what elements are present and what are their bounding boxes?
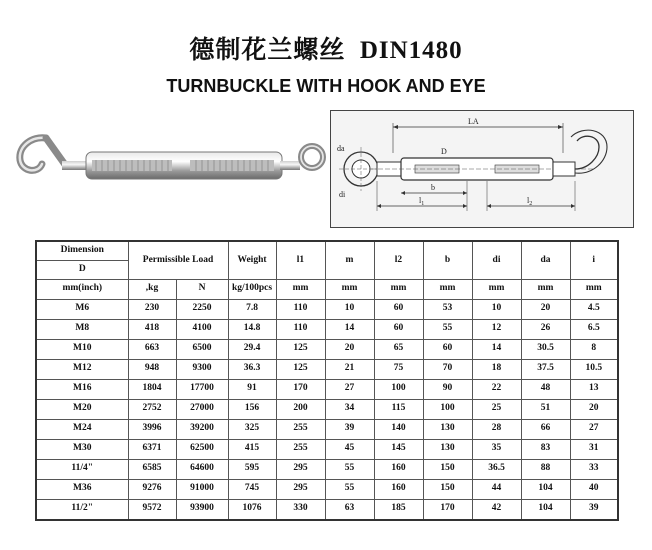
cell-da: 48 (521, 379, 570, 399)
cell-size: M24 (36, 419, 128, 439)
cell-da: 20 (521, 299, 570, 319)
cell-l1: 255 (276, 439, 325, 459)
header-col-da: da (521, 241, 570, 279)
cell-b: 55 (423, 319, 472, 339)
cell-di: 12 (472, 319, 521, 339)
cell-m: 45 (325, 439, 374, 459)
cell-kg: 3996 (128, 419, 176, 439)
cell-l2: 145 (374, 439, 423, 459)
cell-kg: 6585 (128, 459, 176, 479)
cell-da: 30.5 (521, 339, 570, 359)
header-kg: ,kg (128, 279, 176, 299)
cell-i: 33 (570, 459, 618, 479)
cell-size: M10 (36, 339, 128, 359)
table-row (36, 479, 618, 499)
header-col-di: di (472, 241, 521, 279)
cell-b: 60 (423, 339, 472, 359)
cell-i: 31 (570, 439, 618, 459)
unit-i: mm (570, 279, 618, 299)
cell-i: 6.5 (570, 319, 618, 339)
cell-n: 2250 (176, 299, 228, 319)
cell-l1: 170 (276, 379, 325, 399)
cell-m: 14 (325, 319, 374, 339)
header-d: D (36, 260, 128, 279)
unit-l2: mm (374, 279, 423, 299)
cell-l2: 75 (374, 359, 423, 379)
cell-b: 170 (423, 499, 472, 520)
header-mm-inch: mm(inch) (36, 279, 128, 299)
cell-weight: 29.4 (228, 339, 276, 359)
cell-n: 93900 (176, 499, 228, 520)
cell-l1: 125 (276, 339, 325, 359)
cell-kg: 230 (128, 299, 176, 319)
cell-l1: 110 (276, 299, 325, 319)
cell-da: 37.5 (521, 359, 570, 379)
cell-n: 62500 (176, 439, 228, 459)
cell-l1: 295 (276, 479, 325, 499)
cell-n: 17700 (176, 379, 228, 399)
turnbuckle-photo (12, 130, 330, 200)
table-row (36, 359, 618, 379)
cell-l1: 330 (276, 499, 325, 520)
header-permissible-load: Permissible Load (128, 241, 228, 279)
table-row (36, 419, 618, 439)
cell-l1: 295 (276, 459, 325, 479)
label-da: da (337, 144, 345, 153)
unit-di: mm (472, 279, 521, 299)
cell-m: 34 (325, 399, 374, 419)
cell-di: 25 (472, 399, 521, 419)
label-b: b (431, 183, 435, 192)
cell-i: 40 (570, 479, 618, 499)
table-body (36, 299, 618, 520)
cell-di: 14 (472, 339, 521, 359)
cell-b: 100 (423, 399, 472, 419)
cell-weight: 91 (228, 379, 276, 399)
cell-l1: 200 (276, 399, 325, 419)
cell-di: 35 (472, 439, 521, 459)
label-di: di (339, 190, 346, 199)
cell-da: 26 (521, 319, 570, 339)
cell-l2: 100 (374, 379, 423, 399)
cell-i: 13 (570, 379, 618, 399)
cell-size: 11/2" (36, 499, 128, 520)
header-weight: Weight (228, 241, 276, 279)
cell-m: 55 (325, 459, 374, 479)
cell-size: M8 (36, 319, 128, 339)
technical-drawing (330, 110, 634, 228)
cell-l2: 160 (374, 479, 423, 499)
cell-da: 88 (521, 459, 570, 479)
cell-kg: 948 (128, 359, 176, 379)
cell-weight: 36.3 (228, 359, 276, 379)
cell-l1: 255 (276, 419, 325, 439)
cell-da: 51 (521, 399, 570, 419)
title-code: DIN1480 (359, 37, 463, 64)
table-row (36, 399, 618, 419)
cell-kg: 9572 (128, 499, 176, 520)
cell-b: 150 (423, 459, 472, 479)
page-subtitle: TURNBUCKLE WITH HOOK AND EYE (166, 76, 486, 96)
cell-i: 8 (570, 339, 618, 359)
cell-m: 39 (325, 419, 374, 439)
table-row (36, 459, 618, 479)
cell-i: 27 (570, 419, 618, 439)
cell-l2: 140 (374, 419, 423, 439)
cell-di: 10 (472, 299, 521, 319)
cell-di: 44 (472, 479, 521, 499)
cell-i: 20 (570, 399, 618, 419)
header-n: N (176, 279, 228, 299)
header-col-l2: l2 (374, 241, 423, 279)
cell-da: 104 (521, 479, 570, 499)
cell-l2: 185 (374, 499, 423, 520)
cell-n: 91000 (176, 479, 228, 499)
cell-kg: 1804 (128, 379, 176, 399)
cell-di: 18 (472, 359, 521, 379)
table-row (36, 379, 618, 399)
cell-m: 10 (325, 299, 374, 319)
header-col-l1: l1 (276, 241, 325, 279)
cell-size: 11/4" (36, 459, 128, 479)
cell-kg: 6371 (128, 439, 176, 459)
cell-b: 130 (423, 439, 472, 459)
header-col-b: b (423, 241, 472, 279)
cell-size: M6 (36, 299, 128, 319)
cell-di: 36.5 (472, 459, 521, 479)
cell-weight: 14.8 (228, 319, 276, 339)
cell-b: 70 (423, 359, 472, 379)
cell-n: 6500 (176, 339, 228, 359)
cell-size: M12 (36, 359, 128, 379)
cell-b: 53 (423, 299, 472, 319)
table-row (36, 299, 618, 319)
table-row (36, 319, 618, 339)
cell-di: 22 (472, 379, 521, 399)
cell-l2: 65 (374, 339, 423, 359)
label-l2: $l_2$ (527, 196, 533, 207)
cell-b: 150 (423, 479, 472, 499)
cell-l2: 60 (374, 319, 423, 339)
cell-n: 27000 (176, 399, 228, 419)
cell-di: 42 (472, 499, 521, 520)
cell-l2: 60 (374, 299, 423, 319)
table-row (36, 339, 618, 359)
cell-m: 27 (325, 379, 374, 399)
header-col-m: m (325, 241, 374, 279)
table-row (36, 439, 618, 459)
header-weight-unit: kg/100pcs (228, 279, 276, 299)
label-d: D (441, 147, 447, 156)
unit-b: mm (423, 279, 472, 299)
cell-kg: 418 (128, 319, 176, 339)
cell-i: 4.5 (570, 299, 618, 319)
unit-m: mm (325, 279, 374, 299)
table-row (36, 499, 618, 520)
cell-weight: 7.8 (228, 299, 276, 319)
cell-n: 39200 (176, 419, 228, 439)
cell-b: 90 (423, 379, 472, 399)
cell-m: 63 (325, 499, 374, 520)
header-col-i: i (570, 241, 618, 279)
label-la: LA (468, 117, 479, 126)
cell-size: M16 (36, 379, 128, 399)
cell-weight: 745 (228, 479, 276, 499)
cell-kg: 9276 (128, 479, 176, 499)
label-l1: $l_1$ (419, 196, 425, 207)
cell-di: 28 (472, 419, 521, 439)
cell-m: 55 (325, 479, 374, 499)
cell-b: 130 (423, 419, 472, 439)
spec-table (35, 240, 619, 521)
cell-l2: 160 (374, 459, 423, 479)
cell-weight: 156 (228, 399, 276, 419)
cell-weight: 595 (228, 459, 276, 479)
unit-l1: mm (276, 279, 325, 299)
cell-l2: 115 (374, 399, 423, 419)
cell-n: 9300 (176, 359, 228, 379)
title-chinese: 德制花兰螺丝 (189, 37, 346, 64)
dimension-diagram (331, 111, 633, 227)
cell-weight: 415 (228, 439, 276, 459)
cell-weight: 1076 (228, 499, 276, 520)
cell-n: 4100 (176, 319, 228, 339)
cell-kg: 2752 (128, 399, 176, 419)
cell-l1: 125 (276, 359, 325, 379)
page-title (0, 30, 652, 66)
cell-n: 64600 (176, 459, 228, 479)
cell-m: 20 (325, 339, 374, 359)
cell-kg: 663 (128, 339, 176, 359)
cell-m: 21 (325, 359, 374, 379)
cell-da: 104 (521, 499, 570, 520)
cell-l1: 110 (276, 319, 325, 339)
cell-size: M20 (36, 399, 128, 419)
unit-da: mm (521, 279, 570, 299)
cell-weight: 325 (228, 419, 276, 439)
cell-size: M30 (36, 439, 128, 459)
cell-size: M36 (36, 479, 128, 499)
cell-da: 66 (521, 419, 570, 439)
cell-i: 10.5 (570, 359, 618, 379)
cell-i: 39 (570, 499, 618, 520)
cell-da: 83 (521, 439, 570, 459)
header-dimension: Dimension (36, 241, 128, 260)
